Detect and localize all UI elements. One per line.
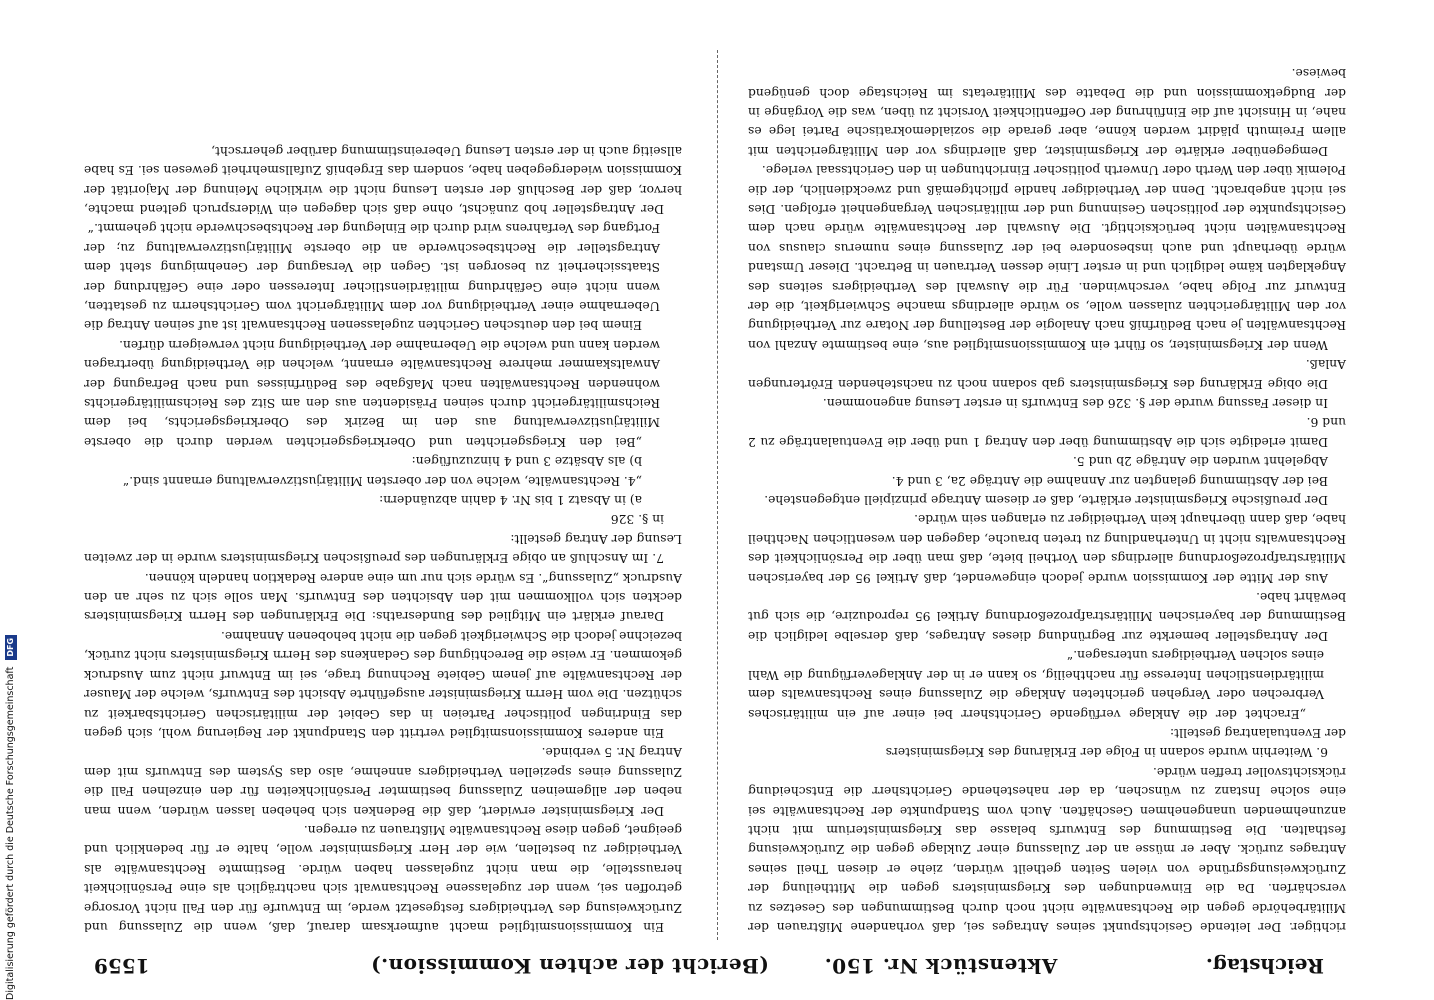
paragraph: Der Antragsteller bemerkte zur Begründung dieses Antrages, daß derselbe lediglich die Bestimmung der bayerischen Militärstrafprozeßordnung Artikel 95 reproduzire, die sich gut bewährt habe. xyxy=(748,590,1346,643)
paragraph: Der Antragsteller hob zunächst, ohne daß sich dagegen ein Widerspruch geltend machte, hervor, daß der Beschluß der ersten Lesung nicht die wirkliche Meinung der Majorität der Kommission wiedergegeben habe, sondern das Ergebniß Zufallsmehrheit gewesen sei. Es habe allseitig auch in der ersten Lesung Uebereinstimmung darüber geherrscht, xyxy=(84,143,682,216)
motion-item: a) in Absatz 1 bis Nr. 4 dahin abzuändern: xyxy=(379,493,642,508)
header-left-title: Reichstag. xyxy=(1205,954,1324,978)
header-center-title xyxy=(304,954,1124,978)
paragraph: Aus der Mitte der Kommission wurde jedoch eingewendet, daß Artikel 95 der bayerischen Militärstrafprozeßordnung allerdings den Vortheil biete, daß man über die Persönlichkeit des Rechtsanwalts nicht in Unterhandlung zu treten brauche, dagegen den wesentlichen Nachtheil habe, daß dann überhaupt kein Vertheidiger zu erlangen sein würde. xyxy=(748,512,1346,585)
motion-item: b) als Absätze 3 und 4 hinzuzufügen: xyxy=(411,454,642,469)
dfg-logo: DFG xyxy=(5,635,17,660)
paragraph: richtiger. Der leitende Gesichtspunkt seines Antrages sei, daß vorhandene Mißtrauen der Militärbehörde gegen die Rechtsanwälte nicht noch durch Bestimmungen des Gesetzes zu verschärfen. Da die Einwendungen des Kriegsministers gegen die Mittheilung der Zurückweisungsgründe von vielen Seiten getheilt würden, ziehe er diesen Theil seines Antrages zurück. Aber er müsse an der Zulassung einer Zuklage gegen die Zurückweisung festhalten. Die Bestimmung des Entwurfs belasse das Kriegsministerium mit nicht anzunehmenden unangenehmen Geschäften. Auch vom Standpunkte der Rechtsanwälte sei eine solche Instanz zu wünschen, da der nahestehende Gerichtsherr die Entscheidung rücksichtsvoller treffen würde. xyxy=(748,764,1346,934)
page-header xyxy=(94,946,1324,982)
paragraph: Der preußische Kriegsminister erklärte, daß er diesem Antrage prinzipiell entgegenstehe. xyxy=(764,493,1328,508)
paragraph: in §. 326 xyxy=(610,512,664,527)
paragraph: Wenn der Kriegsminister, so führt ein Kommissionsmitglied aus, eine bestimmte Anzahl von Rechtsanwälten je nach Bedürfniß nach Analogie der Bestellung der Notare zur Vertheidigung vor den Militärgerichten zulassen wolle, so würde allerdings manche Schwierigkeit, die der Entwurf zur Folge habe, verschwinden. Für die Auswahl des Vertheidigers seitens des Angeklagten käme lediglich und in erster Linie dessen Vertrauen in Betracht. Dieser Umstand würde überhaupt und auch insbesondere bei der Zulassung eines numerus clausus von Rechtsanwälten nicht berücksichtigt. Die Auswahl der Rechtsanwälte würde nach dem Gesichtspunkte der politischen Gesinnung und der militärischen Vergangenheit erfolgen. Dies sei nicht angebracht. Denn der Vertheidiger handle pflichtgemäß und zweckdienlich, der die Polemik über den Werth oder Unwerth politischer Einrichtungen in den Gerichtssaal verlege. xyxy=(748,163,1346,352)
right-column xyxy=(84,96,682,936)
paragraph: der Eventualantrag gestellt: xyxy=(1170,725,1346,740)
left-column xyxy=(748,66,1346,936)
paragraph: Der Kriegsminister erwidert, daß die Bedenken sich beheben lassen würden, wenn man neben der allgemeinen Zulassung bestimmter Persönlichkeiten für den einzelnen Fall die Zulassung eines speziellen Vertheidigers annehme, also das System des Entwurfs mit dem Antrag Nr. 5 verbinde. xyxy=(84,745,682,818)
paragraph: 6. Weiterhin wurde sodann in Folge der Erklärung des Kriegsministers xyxy=(885,745,1328,760)
paragraph: Damit erledigte sich die Abstimmung über den Antrag 1 und über die Eventualanträge zu 2 und 6. xyxy=(748,415,1346,449)
credit-text: Digitalisierung gefördert durch die Deutsche Forschungsgemeinschaft xyxy=(5,666,16,1000)
paragraph: Demgegenüber erklärte der Kriegsminister, daß allerdings vor den Militärgerichten mit allem Freimuth plädirt werden könne, aber gerade die sozialdemokratische Partei lege es nahe, in Hinsicht auf die Einführung der Oeffentlichkeit Vorsicht zu üben, was die Vorgänge in der Budgetkommission und die Debatte des Militäretats im Reichstage doch genügend bewiese. xyxy=(748,66,1346,158)
quoted-motion: Einem bei den deutschen Gerichten zugelassenen Rechtsanwalt ist auf seinen Antrag die Uebernahme einer Vertheidigung vor dem Militärgericht vom Gerichtsherrn zu gestatten, wenn nicht eine Gefährdung militärdienstlicher Interessen oder eine Gefährdung der Staatssicherheit zu besorgen ist. Gegen die Versagung der Genehmigung steht dem Antragsteller die Rechtsbeschwerde an die oberste Militärjustizverwaltung zu; der Fortgang des Verfahrens wird durch die Einlegung der Rechtsbeschwerde nicht gehemmt.“ xyxy=(84,221,660,333)
quoted-motion: „4. Rechtsanwälte, welche von der obersten Militärjustizverwaltung ernannt sind.“ xyxy=(122,473,642,488)
column-divider xyxy=(716,50,718,940)
header-report-title: (Bericht der achten Kommission.) xyxy=(370,954,769,978)
paragraph: Ein Kommissionsmitglied macht aufmerksam darauf, daß, wenn die Zulassung und Zurückweisung des Vertheidigers festgesetzt werde, im Entwurfe für den Fall nicht Vorsorge getroffen sei, wenn der zugelassene Rechtsanwalt sich nachträglich als eine Persönlichkeit herausstelle, die man nicht zugelassen haben würde. Bestimmte Rechtsanwälte als Vertheidiger zu bestellen, wie der Herr Kriegsminister wolle, halte er für bedenklich und geeignet, gegen diese Rechtsanwälte Mißtrauen zu erregen. xyxy=(84,822,682,934)
header-document-number: Aktenstück Nr. 150. xyxy=(824,954,1058,978)
paragraph: Die obige Erklärung des Kriegsministers gab sodann noch zu nachstehenden Erörterungen Anlaß. xyxy=(748,357,1346,391)
digitization-credit xyxy=(4,635,18,1000)
paragraph: In dieser Fassung wurde der §. 326 des Entwurfs in erster Lesung angenommen. xyxy=(822,396,1328,411)
paragraph: Ein anderes Kommissionsmitglied vertritt den Standpunkt der Regierung wohl, sich gegen das Eindringen politischer Parteien in das Gebiet der militärischen Gerichtsbarkeit zu schützen. Die vom Herrn Kriegsminister ausgeführte Absicht des Entwurfs, welche der Mauser der Rechtsanwälte auf jenem Gebiete Rechnung trage, sei im Entwurf nicht zum Ausdruck gekommen. Er weise die Berechtigung des Gedankens des Herrn Kriegsministers nicht zurück, bezeichne jedoch die Schwierigkeit gegen die nicht behobenen Annahme. xyxy=(84,628,682,740)
paragraph: 7. Im Anschluß an obige Erklärungen des preußischen Kriegsministers wurde in der zweiten Lesung der Antrag gestellt: xyxy=(84,531,682,566)
quoted-motion: „Erachtet der die Anklage verfügende Gerichtsherr bei einer auf ein militärisches Verbrechen oder Vergehen gerichteten Anklage die Zulassung eines Rechtsanwalts dem militärdienstlichen Interesse für nachtheilig, so kann er in der Anklageverfügung die Wahl eines solchen Vertheidigers untersagen.“ xyxy=(748,648,1324,721)
paragraph: Bei der Abstimmung gelangten zur Annahme die Anträge 2a, 3 und 4. xyxy=(891,473,1328,488)
page-number: 1559 xyxy=(94,954,150,978)
paragraph: Darauf erklärt ein Mitglied des Bundesraths: Die Erklärungen des Herrn Kriegsministers deckten sich vollkommen mit den Absichten des Entwurfs. Man solle sich zu sehr an den Ausdruck „Zulassung“. Es würde sich nur um eine andere Redaktion handeln können. xyxy=(84,570,682,624)
quoted-motion: „Bei den Kriegsgerichten und Oberkriegsgerichten werden durch die oberste Militärjustizverwaltung aus den im Bezirk des Oberkriegsgerichts, bei dem Reichsmilitärgericht durch seinen Präsidenten aus den am Sitz des Reichsmilitärgerichts wohnenden Rechtsanwälten nach Maßgabe des Bedürfnisses und nach Befragung der Anwaltskammer mehrere Rechtsanwälte ernannt, welchen die Vertheidigung übertragen werden kann und welche die Uebernahme der Vertheidigung nicht verweigern dürfen. xyxy=(84,337,660,449)
paragraph: Abgelehnt wurden die Anträge 2b und 5. xyxy=(1072,454,1328,469)
